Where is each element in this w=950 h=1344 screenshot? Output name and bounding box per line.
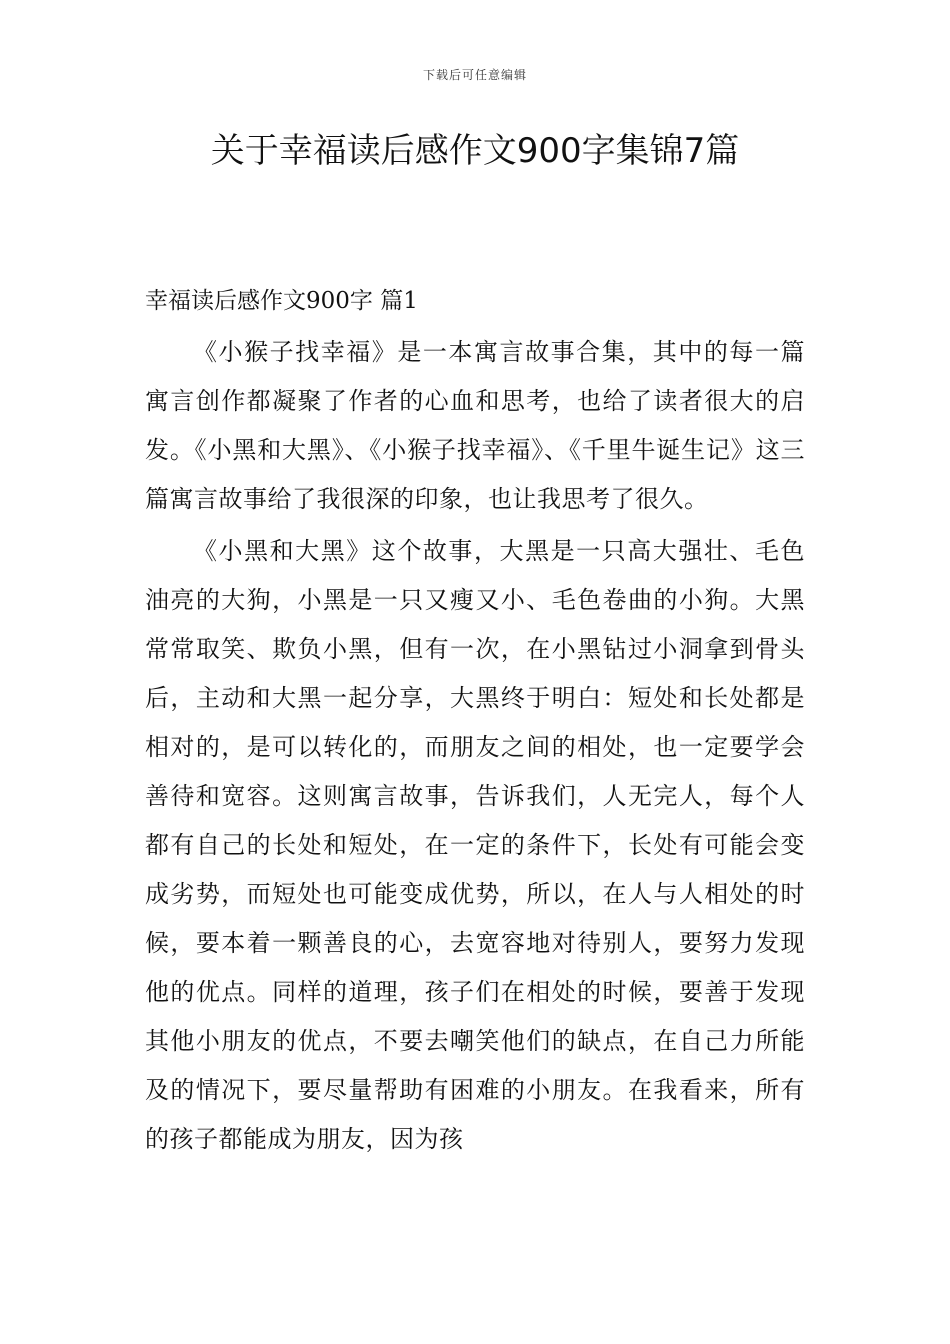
document-body	[145, 278, 805, 1167]
section-heading: 幸福读后感作文900字 篇1	[145, 288, 418, 314]
header-note: 下载后可任意编辑	[422, 68, 527, 82]
document-title: 关于幸福读后感作文900字集锦7篇	[210, 131, 740, 171]
paragraph-2: 《小黑和大黑》这个故事，大黑是一只高大强壮、毛色油亮的大狗，小黑是一只又瘦又小、毛色卷曲的小狗。大黑常常取笑、欺负小黑，但有一次，在小黑钻过小洞拿到骨头后，主动和大黑一起分享，大黑终于明白：短处和长处都是相对的，是可以转化的，而朋友之间的相处，也一定要学会善待和宽容。这则寓言故事，告诉我们，人无完人，每个人都有自己的长处和短处，在一定的条件下，长处有可能会变成劣势，而短处也可能变成优势，所以，在人与人相处的时候，要本着一颗善良的心，去宽容地对待别人，要努力发现他的优点。同样的道理，孩子们在相处的时候，要善于发现其他小朋友的优点，不要去嘲笑他们的缺点，在自己力所能及的情况下，要尽量帮助有困难的小朋友。在我看来，所有的孩子都能成为朋友，因为孩	[145, 537, 805, 1153]
paragraph-1: 《小猴子找幸福》是一本寓言故事合集，其中的每一篇寓言创作都凝聚了作者的心血和思考，也给了读者很大的启发。《小黑和大黑》、《小猴子找幸福》、《千里牛诞生记》这三篇寓言故事给了我很深的印象，也让我思考了很久。	[145, 338, 805, 513]
